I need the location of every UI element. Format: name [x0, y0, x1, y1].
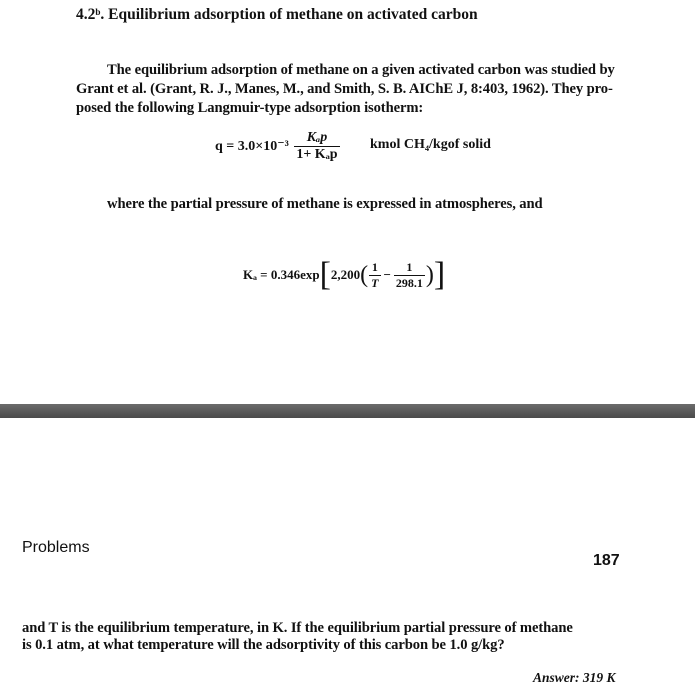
equation1-lhs: q = 3.0×10⁻³ — [215, 139, 289, 154]
ka-equation — [243, 258, 445, 292]
frac2-den: 298.1 — [395, 275, 423, 290]
page-divider — [0, 404, 695, 418]
frac2-num: 1 — [394, 260, 425, 276]
intro-line-1: The equilibrium adsorption of methane on a given activated carbon was studied by — [107, 62, 615, 78]
equation2-coef: 2,200 — [330, 267, 361, 282]
question-line-1: and T is the equilibrium temperature, in K. If the equilibrium partial pressure of methane — [22, 620, 573, 636]
left-paren: ( — [360, 262, 369, 288]
equation2-frac2 — [394, 260, 425, 291]
frac1-num: 1 — [369, 260, 380, 276]
minus-sign: − — [383, 267, 391, 282]
langmuir-equation — [215, 130, 342, 163]
equation1-unit: kmol CH₄/kgof solid — [370, 137, 491, 152]
answer-text: Answer: 319 K — [533, 670, 616, 685]
problem-heading: 4.2ᵇ. Equilibrium adsorption of methane on activated carbon — [76, 6, 478, 23]
equation1-fraction — [294, 130, 339, 163]
intro-line-2: Grant et al. (Grant, R. J., Manes, M., and Smith, S. B. AIChE J, 8:403, 1962). They pro- — [76, 81, 613, 97]
intro-line-3: posed the following Langmuir-type adsorption isotherm: — [76, 100, 424, 116]
equation2-lhs: Kₐ = 0.346exp — [243, 267, 320, 282]
equation1-numerator: Kₐp — [294, 130, 339, 147]
frac1-den: T — [371, 275, 379, 290]
right-paren: ) — [425, 262, 434, 288]
right-bracket: ] — [433, 256, 446, 293]
left-bracket: [ — [319, 256, 331, 293]
equation1-denominator: 1+ Kₐp — [296, 147, 338, 162]
where-text: where the partial pressure of methane is expressed in atmospheres, and — [107, 196, 543, 212]
section-label: Problems — [22, 539, 90, 556]
equation2-frac1 — [369, 260, 380, 291]
page-number: 187 — [593, 552, 620, 569]
question-line-2: is 0.1 atm, at what temperature will the adsorptivity of this carbon be 1.0 g/kg? — [22, 637, 505, 653]
